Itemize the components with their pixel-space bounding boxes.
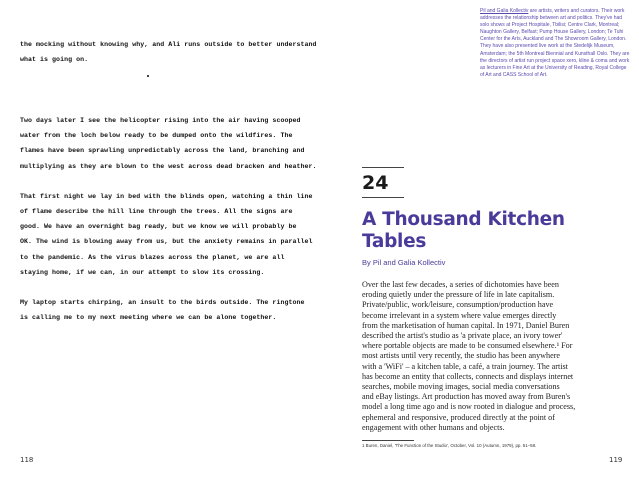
body-line: has become an entity that collects, connects and displays internet [362,371,574,381]
body-line: become irrelevant in a system where value emerges directly [362,310,557,320]
text-line: the mocking without knowing why, and Ali runs outside to better understand [20,41,317,48]
text-line: is calling me to my next meeting where we can be alone together. [20,314,277,322]
text-line: My laptop starts chirping, an insult to the birds outside. The ringtone [20,299,305,307]
body-line: Private/public, work/leisure, consumption/production have [362,300,554,310]
body-line: eroding quietly under the pressure of life in late capitalism. [362,290,555,300]
title-line: A Thousand Kitchen [362,209,565,230]
section-break-dot [147,75,149,77]
text-line: That first night we lay in bed with the blinds open, watching a thin line [20,192,313,200]
text-line: to the pandemic. As the virus blazes across the planet, we are all [20,253,285,261]
page-number-left: 118 [20,456,34,464]
chapter-rule-top [362,167,404,168]
body-line: model a long time ago and is now rooted in dialogue and process, [362,402,576,412]
text-line [20,98,317,113]
text-line: good. We have an overnight bag ready, but we know we will probably be [20,223,297,231]
text-line [20,83,317,98]
body-line: where portable objects are made to be consumed elsewhere.¹ For [362,341,573,351]
author-bio [480,8,630,79]
body-paragraph [362,280,614,433]
body-line: with a 'WiFi' – a kitchen table, a café, a train journey. The artist [362,361,568,371]
body-line: from the marketisation of human capital. In 1971, Daniel Buren [362,320,570,330]
text-line: staying home, if we can, in our attempt to slow its crossing. [20,268,265,276]
body-line: most artists until very recently, the studio has been anywhere [362,351,561,361]
bio-text: are artists, writers and curators. Their work addresses the relationship between art and politics. They've had solo shows at Project Hospitale, Tbilisi; Centre Clark, Montreal; Naughton Gallery, Belfast; Pump House Gallery, London; Te Tuhi Center for the Arts, Auckland and The Showroom Gallery, London. They have also presented live work at the Stedelijk Museum, Amsterdam; the 5th Montreal Biennial and Kunsthall Oslo. They are the directors of artist run project space xero, kline & coma and work as lecturers in Fine Art at the University of Reading, Royal College of Art and CASS School of Art. [480,8,630,78]
text-line: OK. The wind is blowing away from us, but the anxiety remains in parallel [20,238,313,246]
text-line: Two days later I see the helicopter rising into the air having scooped [20,116,301,124]
body-line: searches, mobile moving images, social media conversations [362,382,560,392]
text-line [20,174,317,189]
body-line: ephemeral and responsive, produced directly at the point of [362,412,555,422]
page-number-right: 119 [609,456,623,464]
footnote: 1 Buren, Daniel, 'The Function of the Studio', October, Vol. 10 (Autumn, 1979), pp. 51–58. [362,443,537,448]
bio-author-name: Pil and Galia Kollectiv [480,8,529,14]
body-line: engagement with other humans and objects. [362,422,505,432]
footnote-rule [362,440,414,441]
text-line [20,67,317,82]
body-line: described the artist's studio as 'a private place, an ivory tower' [362,331,563,341]
text-line: flames have been sprawling unpredictably across the land, branching and [20,147,305,155]
text-line: multiplying as they are blown to the west across dead bracken and heather. [20,162,317,170]
text-line: what is going on. [20,56,89,64]
body-line: and eBay listings. Art production has moved away from Buren's [362,392,571,402]
chapter-rule-bottom [362,197,404,198]
typewriter-text [20,37,317,326]
chapter-number: 24 [362,172,389,194]
chapter-title [362,209,602,252]
byline: By Pil and Galia Kollectiv [362,258,446,267]
text-line [20,280,317,295]
text-line: water from the loch below ready to be dumped onto the wildfires. The [20,132,293,140]
title-line: Tables [362,230,427,252]
text-line: of flame describe the hill line through the trees. All the signs are [20,208,293,216]
body-line: Over the last few decades, a series of dichotomies have been [362,280,559,289]
